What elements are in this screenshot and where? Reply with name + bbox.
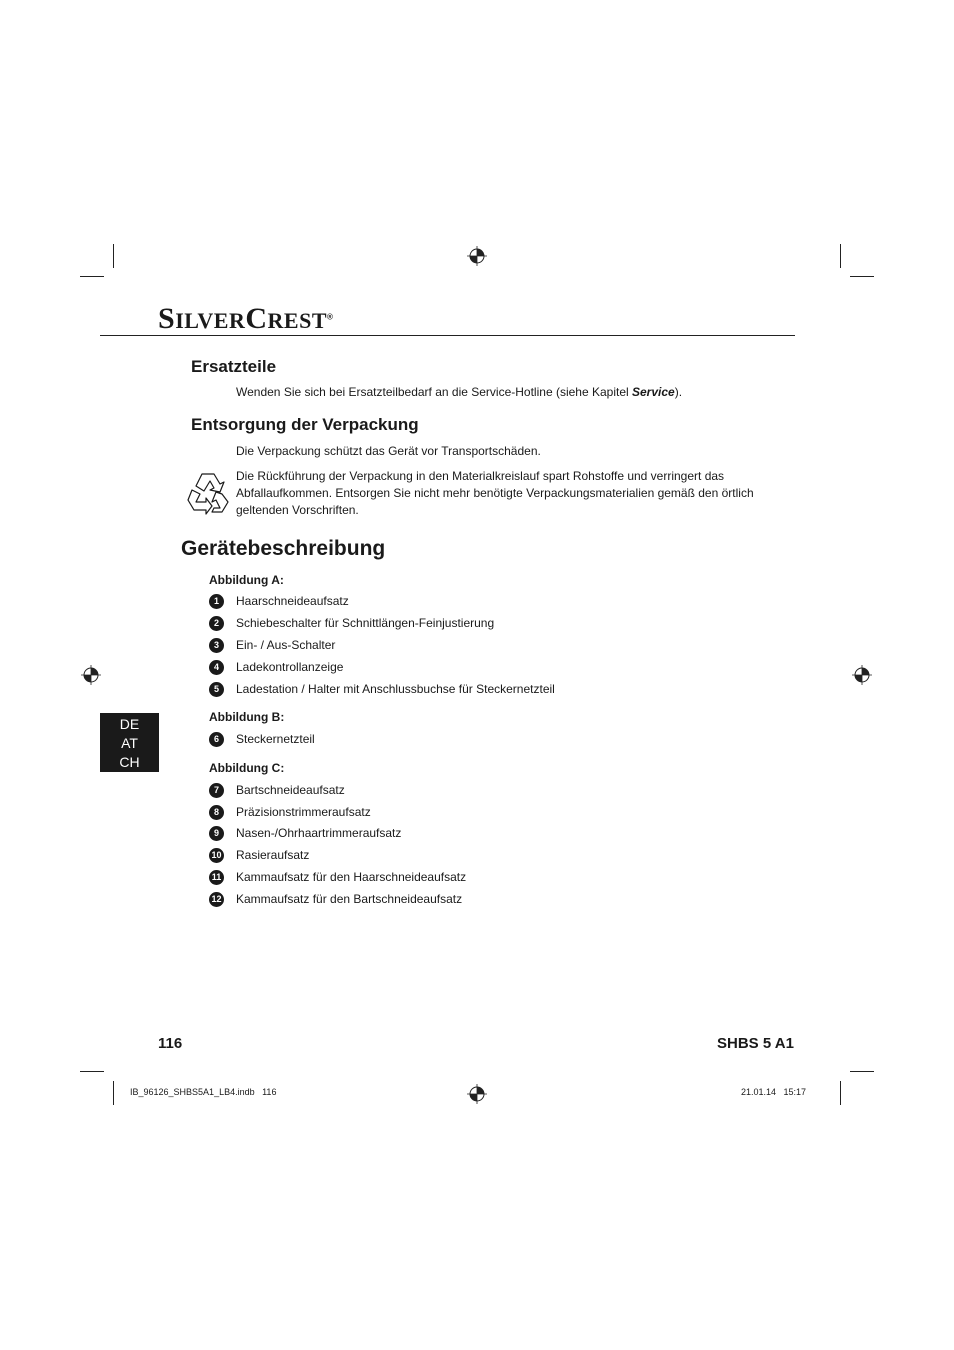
- item-label: Rasieraufsatz: [236, 848, 310, 862]
- item-label: Bartschneideaufsatz: [236, 783, 345, 797]
- recycle-icon: [184, 470, 232, 516]
- item-number-badge: 10: [209, 848, 224, 863]
- crop-mark: [113, 244, 114, 268]
- registration-mark-icon: [467, 246, 487, 266]
- crop-mark: [840, 1081, 841, 1105]
- crop-mark: [850, 276, 874, 277]
- item-number-badge: 12: [209, 892, 224, 907]
- item-number-badge: 8: [209, 805, 224, 820]
- heading-spare-parts: Ersatzteile: [191, 357, 277, 376]
- item-number-badge: 11: [209, 870, 224, 885]
- item-number-badge: 3: [209, 638, 224, 653]
- figure-label: Abbildung A:: [209, 573, 284, 587]
- crop-mark: [80, 276, 104, 277]
- lang-code: AT: [121, 735, 138, 751]
- item-label: Nasen-/Ohrhaartrimmeraufsatz: [236, 826, 402, 840]
- item-number-badge: 4: [209, 660, 224, 675]
- item-number-badge: 2: [209, 616, 224, 631]
- packaging-paragraph: Die Rückführung der Verpackung in den Materialkreislauf spart Rohstoffe und verringert das Abfallaufkommen. Entsorgen Sie nicht mehr benötigte Verpackungsmaterialien gemäß den örtlich geltenden Vorschriften.: [236, 469, 754, 517]
- crop-mark: [840, 244, 841, 268]
- header-rule: [100, 335, 795, 336]
- figure-label: Abbildung B:: [209, 710, 285, 724]
- item-number-badge: 7: [209, 783, 224, 798]
- heading-description: Gerätebeschreibung: [181, 537, 386, 560]
- packaging-text: Die Verpackung schützt das Gerät vor Transportschäden.: [236, 444, 541, 458]
- item-label: Haarschneideaufsatz: [236, 594, 349, 608]
- crop-mark: [850, 1071, 874, 1072]
- brand-logo: SILVERCREST®: [158, 302, 334, 335]
- item-label: Kammaufsatz für den Haarschneideaufsatz: [236, 870, 467, 884]
- item-label: Ladestation / Halter mit Anschlussbuchse für Steckernetzteil: [236, 682, 555, 696]
- lang-code: CH: [119, 754, 140, 770]
- item-label: Ladekontrollanzeige: [236, 660, 344, 674]
- item-label: Schiebeschalter für Schnittlängen-Feinjustierung: [236, 616, 495, 630]
- item-label: Ein- / Aus-Schalter: [236, 638, 336, 652]
- registration-mark-icon: [852, 665, 872, 685]
- item-number-badge: 9: [209, 826, 224, 841]
- heading-packaging: Entsorgung der Verpackung: [191, 415, 419, 434]
- item-label: Präzisionstrimmeraufsatz: [236, 805, 371, 819]
- page-number: 116: [158, 1035, 183, 1052]
- item-number-badge: 5: [209, 682, 224, 697]
- language-tab: [100, 713, 159, 772]
- registration-mark-icon: [81, 665, 101, 685]
- crop-mark: [113, 1081, 114, 1105]
- item-number-badge: 6: [209, 732, 224, 747]
- item-label: Kammaufsatz für den Bartschneideaufsatz: [236, 892, 463, 906]
- item-number-badge: 1: [209, 594, 224, 609]
- print-slug-file: IB_96126_SHBS5A1_LB4.indb 116: [130, 1087, 277, 1097]
- crop-mark: [80, 1071, 104, 1072]
- item-label: Steckernetzteil: [236, 732, 315, 746]
- figure-label: Abbildung C:: [209, 761, 285, 775]
- spare-parts-text: Wenden Sie sich bei Ersatzteilbedarf an die Service-Hotline (siehe Kapitel Service).: [236, 385, 683, 399]
- print-slug-date: 21.01.14 15:17: [740, 1087, 806, 1097]
- registration-mark-icon: [467, 1084, 487, 1104]
- lang-code: DE: [119, 716, 140, 732]
- model-number: SHBS 5 A1: [717, 1035, 794, 1052]
